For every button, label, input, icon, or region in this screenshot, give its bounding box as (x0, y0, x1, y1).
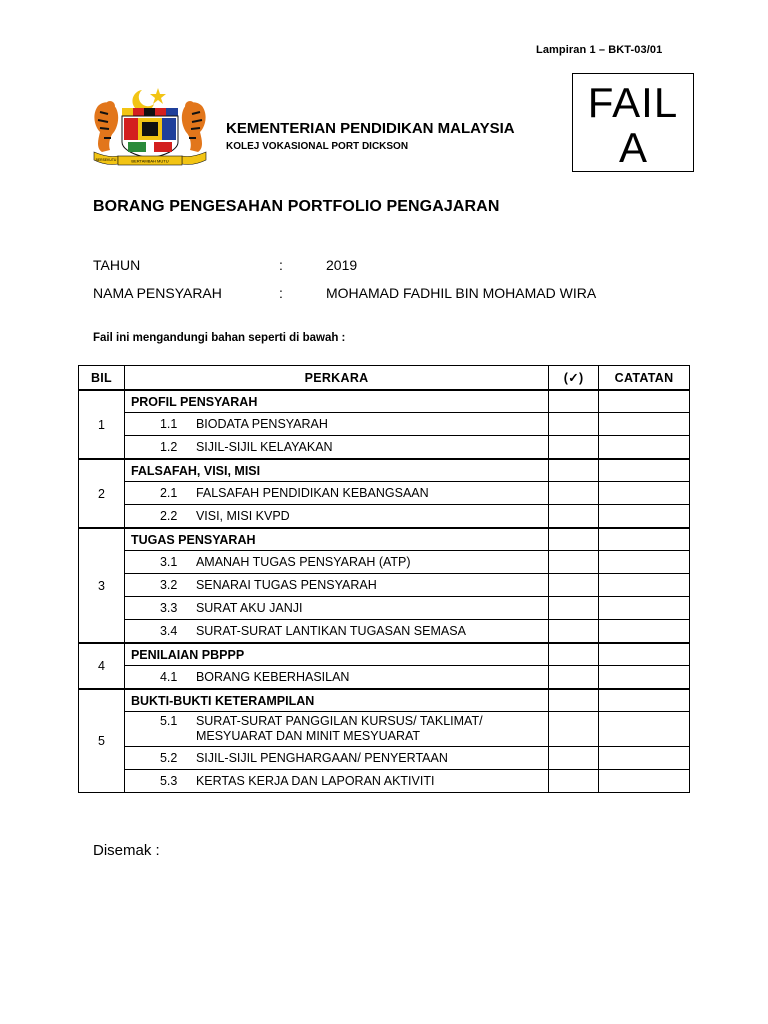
check-cell[interactable] (549, 666, 599, 690)
crest-banner-right: BERTAMBAH MUTU (131, 158, 169, 164)
item-cell (124, 505, 548, 529)
header-catatan: CATATAN (599, 366, 690, 391)
section-title: FALSAFAH, VISI, MISI (124, 459, 548, 482)
item-cell (124, 770, 548, 793)
field-colon: : (279, 285, 283, 301)
item-number: 1.1 (159, 417, 178, 431)
item-text: BIODATA PENSYARAH (195, 417, 328, 431)
check-cell[interactable] (549, 436, 599, 460)
item-number: 3.3 (159, 601, 178, 615)
table-row (79, 620, 690, 644)
header-perkara: PERKARA (124, 366, 548, 391)
table-row (79, 528, 690, 551)
catatan-cell[interactable] (599, 505, 690, 529)
field-label-nama: NAMA PENSYARAH (93, 285, 222, 301)
check-cell[interactable] (549, 459, 599, 482)
item-number: 5.1 (159, 714, 178, 728)
check-cell[interactable] (549, 620, 599, 644)
check-cell[interactable] (549, 390, 599, 413)
item-text: SURAT AKU JANJI (195, 601, 303, 615)
fail-letter: A (618, 124, 647, 171)
check-cell[interactable] (549, 528, 599, 551)
catatan-cell[interactable] (599, 436, 690, 460)
table-row (79, 390, 690, 413)
item-text: KERTAS KERJA DAN LAPORAN AKTIVITI (195, 774, 435, 788)
item-number: 3.4 (159, 624, 178, 638)
check-cell[interactable] (549, 597, 599, 620)
ministry-name: KEMENTERIAN PENDIDIKAN MALAYSIA (226, 120, 515, 137)
catatan-cell[interactable] (599, 413, 690, 436)
catatan-cell[interactable] (599, 528, 690, 551)
table-row (79, 436, 690, 460)
item-number: 1.2 (159, 440, 178, 454)
item-text: VISI, MISI KVPD (195, 509, 290, 523)
college-name: KOLEJ VOKASIONAL PORT DICKSON (226, 141, 409, 152)
bil-cell: 2 (79, 459, 125, 528)
coat-of-arms-logo (88, 86, 212, 168)
table-row (79, 689, 690, 712)
catatan-cell[interactable] (599, 482, 690, 505)
item-text: BORANG KEBERHASILAN (195, 670, 350, 684)
table-header-row (79, 366, 690, 391)
item-cell (124, 620, 548, 644)
catatan-cell[interactable] (599, 459, 690, 482)
item-text: SURAT-SURAT LANTIKAN TUGASAN SEMASA (195, 624, 466, 638)
check-cell[interactable] (549, 712, 599, 747)
header-bil: BIL (79, 366, 125, 391)
item-number: 3.1 (159, 555, 178, 569)
catatan-cell[interactable] (599, 390, 690, 413)
check-cell[interactable] (549, 505, 599, 529)
catatan-cell[interactable] (599, 574, 690, 597)
catatan-cell[interactable] (599, 551, 690, 574)
form-title: BORANG PENGESAHAN PORTFOLIO PENGAJARAN (93, 198, 500, 215)
header-check: (✓) (549, 366, 599, 391)
crest-banner-left: BERSEKUTU (95, 158, 117, 162)
catatan-cell[interactable] (599, 666, 690, 690)
section-title: TUGAS PENSYARAH (124, 528, 548, 551)
check-cell[interactable] (549, 643, 599, 666)
catatan-cell[interactable] (599, 712, 690, 747)
item-cell (124, 597, 548, 620)
item-number: 2.1 (159, 486, 178, 500)
table-row (79, 747, 690, 770)
catatan-cell[interactable] (599, 689, 690, 712)
table-row (79, 666, 690, 690)
bil-cell: 4 (79, 643, 125, 689)
check-cell[interactable] (549, 413, 599, 436)
check-cell[interactable] (549, 574, 599, 597)
field-value-tahun: 2019 (326, 257, 358, 273)
item-number: 5.2 (159, 751, 178, 765)
disemak-label: Disemak : (93, 842, 160, 859)
table-row (79, 770, 690, 793)
bil-cell: 1 (79, 390, 125, 459)
lampiran-reference: Lampiran 1 – BKT-03/01 (536, 44, 663, 56)
table-row (79, 459, 690, 482)
bil-cell: 3 (79, 528, 125, 643)
catatan-cell[interactable] (599, 620, 690, 644)
field-colon: : (279, 257, 283, 273)
check-cell[interactable] (549, 689, 599, 712)
table-row (79, 551, 690, 574)
item-cell (124, 551, 548, 574)
item-number: 3.2 (159, 578, 178, 592)
catatan-cell[interactable] (599, 770, 690, 793)
section-title: PROFIL PENSYARAH (124, 390, 548, 413)
fail-label: FAIL (587, 79, 679, 126)
item-cell (124, 712, 548, 747)
item-text: SIJIL-SIJIL KELAYAKAN (195, 440, 333, 454)
check-cell[interactable] (549, 770, 599, 793)
item-text-multiline (196, 714, 483, 744)
item-text: SURAT-SURAT PANGGILAN KURSUS/ TAKLIMAT/ (195, 714, 483, 728)
item-text: FALSAFAH PENDIDIKAN KEBANGSAAN (195, 486, 429, 500)
catatan-cell[interactable] (599, 643, 690, 666)
catatan-cell[interactable] (599, 597, 690, 620)
table-row (79, 712, 690, 747)
item-text-continued: MESYUARAT DAN MINIT MESYUARAT (195, 729, 421, 743)
item-cell (124, 436, 548, 460)
check-cell[interactable] (549, 551, 599, 574)
fail-box (572, 73, 694, 172)
item-text: SIJIL-SIJIL PENGHARGAAN/ PENYERTAAN (195, 751, 448, 765)
table-row (79, 482, 690, 505)
item-number: 4.1 (159, 670, 178, 684)
bil-cell: 5 (79, 689, 125, 793)
table-row (79, 597, 690, 620)
item-cell (124, 482, 548, 505)
catatan-cell[interactable] (599, 747, 690, 770)
table-row (79, 643, 690, 666)
table-row (79, 574, 690, 597)
table-row (79, 413, 690, 436)
portfolio-checklist-table (78, 365, 690, 793)
intro-text: Fail ini mengandungi bahan seperti di bawah : (93, 332, 346, 344)
check-cell[interactable] (549, 482, 599, 505)
item-number: 5.3 (159, 774, 178, 788)
item-text: AMANAH TUGAS PENSYARAH (ATP) (195, 555, 411, 569)
item-text: SENARAI TUGAS PENSYARAH (195, 578, 377, 592)
field-label-tahun: TAHUN (93, 257, 141, 273)
item-cell (124, 574, 548, 597)
item-number: 2.2 (159, 509, 178, 523)
section-title: BUKTI-BUKTI KETERAMPILAN (124, 689, 548, 712)
check-cell[interactable] (549, 747, 599, 770)
item-cell (124, 747, 548, 770)
section-title: PENILAIAN PBPPP (124, 643, 548, 666)
item-cell (124, 666, 548, 690)
item-cell (124, 413, 548, 436)
table-row (79, 505, 690, 529)
field-value-nama: MOHAMAD FADHIL BIN MOHAMAD WIRA (326, 285, 597, 301)
